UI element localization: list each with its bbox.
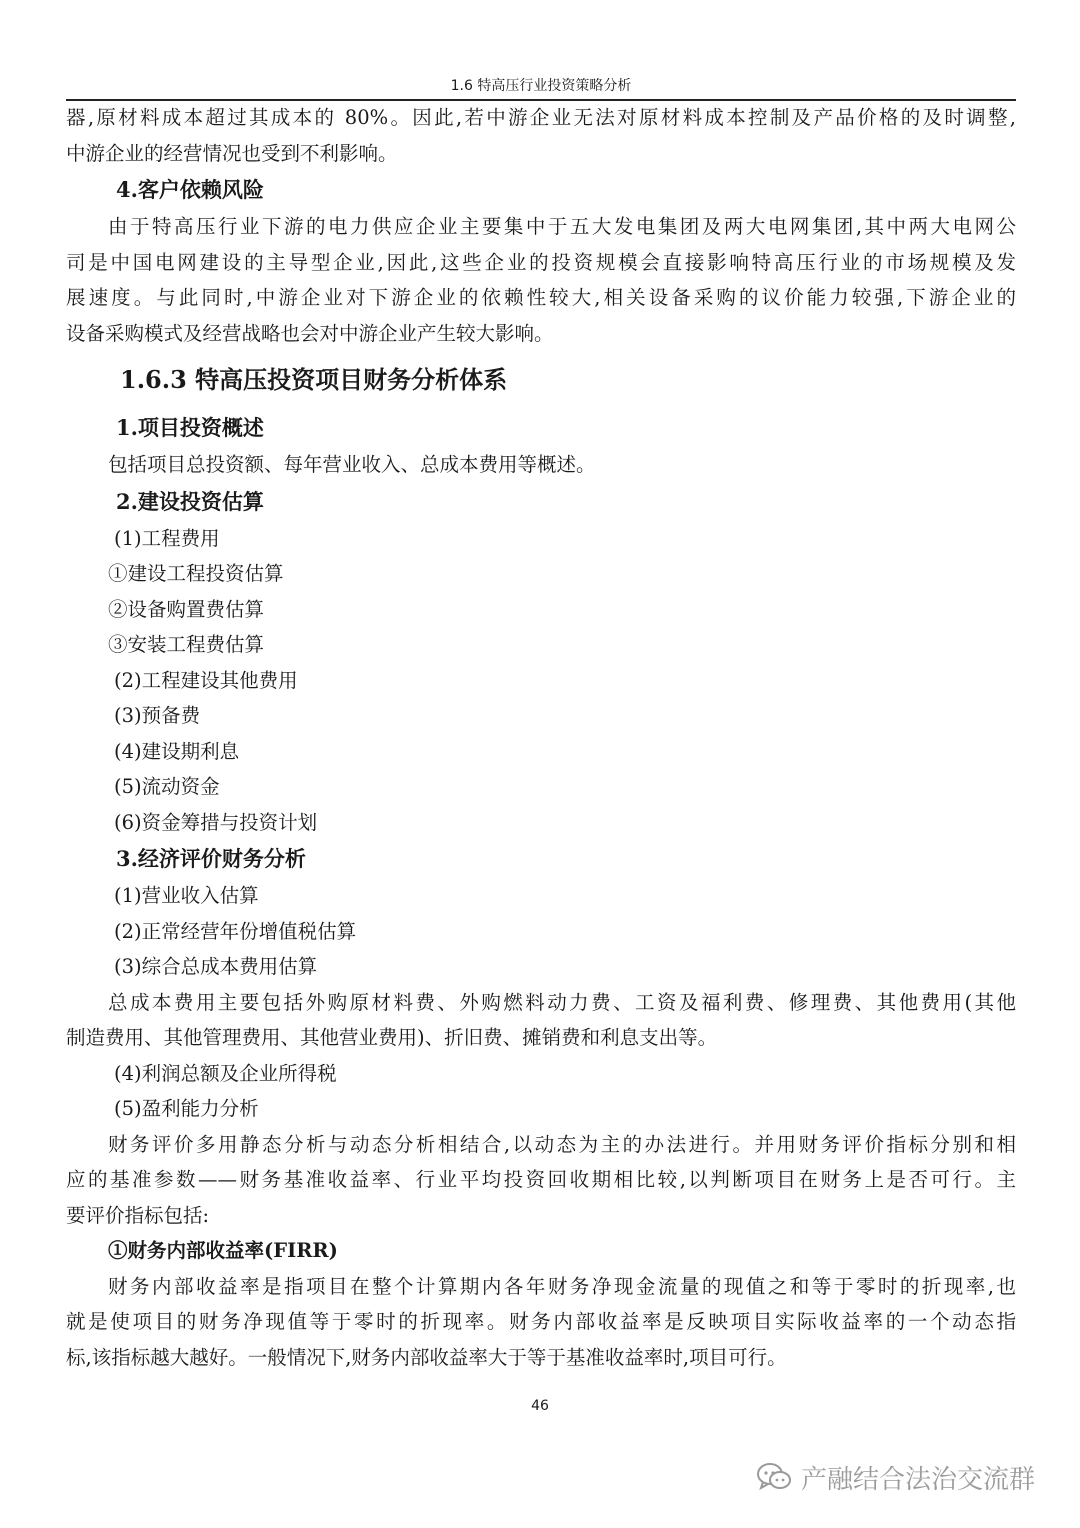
watermark-text: 产融结合法治交流群: [801, 1464, 1036, 1495]
paragraph-line: 器,原材料成本超过其成本的 80%。因此,若中游企业无法对原材料成本控制及产品价格的及时调整,: [66, 106, 1016, 129]
list-item: (3)预备费: [114, 704, 201, 727]
subsection-heading-1-6-3: 1.6.3 特高压投资项目财务分析体系: [120, 365, 508, 394]
paragraph-line: 中游企业的经营情况也受到不利影响。: [66, 141, 398, 165]
list-item: (5)流动资金: [114, 775, 220, 798]
running-header: 1.6 特高压行业投资策略分析: [450, 78, 632, 94]
list-item: (5)盈利能力分析: [114, 1097, 259, 1120]
paragraph-line: 制造费用、其他管理费用、其他营业费用)、折旧费、摊销费和利息支出等。: [66, 1026, 718, 1049]
list-item: (1)工程费用: [114, 526, 220, 550]
list-item: (4)利润总额及企业所得税: [114, 1061, 337, 1085]
page-number: 46: [531, 1398, 549, 1414]
page-body: [66, 100, 1016, 1375]
paragraph-line: 财务内部收益率是指项目在整个计算期内各年财务净现金流量的现值之和等于零时的折现率,也: [108, 1274, 1016, 1298]
wechat-icon: [755, 1461, 793, 1493]
list-item: (3)综合总成本费用估算: [114, 955, 318, 978]
paragraph-line: 总成本费用主要包括外购原材料费、外购燃料动力费、工资及福利费、修理费、其他费用(其他: [108, 990, 1016, 1014]
paragraph-line: 财务评价多用静态分析与动态分析相结合,以动态为主的办法进行。并用财务评价指标分别和相: [108, 1132, 1016, 1156]
section-heading-customer-risk: 4.客户依赖风险: [116, 177, 264, 202]
indicator-heading-firr: ①财务内部收益率(FIRR): [108, 1239, 338, 1262]
list-item: ③安装工程费估算: [108, 633, 265, 656]
paragraph-line: 要评价指标包括:: [66, 1203, 210, 1227]
watermark: [755, 1457, 1035, 1497]
list-item: (2)工程建设其他费用: [114, 668, 298, 692]
heading-project-overview: 1.项目投资概述: [116, 415, 264, 440]
list-item: ①建设工程投资估算: [108, 562, 284, 585]
list-item: (2)正常经营年份增值税估算: [114, 919, 357, 943]
paragraph-line: 由于特高压行业下游的电力供应企业主要集中于五大发电集团及两大电网集团,其中两大电网公: [108, 215, 1016, 238]
paragraph-line: 标,该指标越大越好。一般情况下,财务内部收益率大于等于基准收益率时,项目可行。: [66, 1345, 787, 1369]
list-item: (6)资金筹措与投资计划: [114, 810, 318, 834]
list-item: (4)建设期利息: [114, 739, 240, 763]
paragraph-line: 展速度。与此同时,中游企业对下游企业的依赖性较大,相关设备采购的议价能力较强,下游企业的: [66, 286, 1016, 309]
paragraph-line: 司是中国电网建设的主导型企业,因此,这些企业的投资规模会直接影响特高压行业的市场规模及发: [66, 250, 1016, 274]
list-item: ②设备购置费估算: [108, 597, 265, 621]
list-item: (1)营业收入估算: [114, 884, 259, 907]
heading-financial-analysis: 3.经济评价财务分析: [116, 846, 306, 871]
paragraph-line: 包括项目总投资额、每年营业收入、总成本费用等概述。: [108, 453, 596, 476]
paragraph-line: 应的基准参数——财务基准收益率、行业平均投资回收期相比较,以判断项目在财务上是否可行。主: [66, 1168, 1016, 1191]
heading-construction-estimate: 2.建设投资估算: [116, 488, 264, 514]
paragraph-line: 设备采购模式及经营战略也会对中游企业产生较大影响。: [66, 321, 554, 345]
paragraph-line: 就是使项目的财务净现值等于零时的折现率。财务内部收益率是反映项目实际收益率的一个动态指: [66, 1310, 1016, 1333]
